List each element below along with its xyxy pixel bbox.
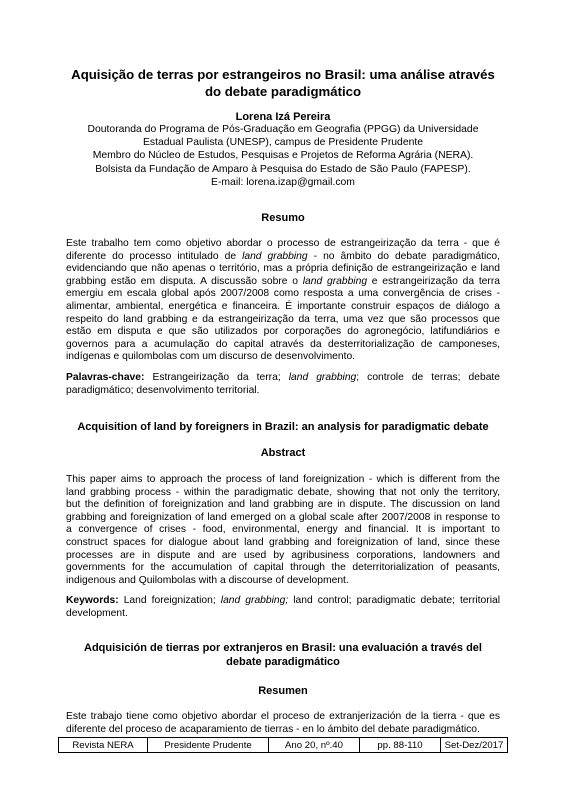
spanish-title-line: debate paradigmático [226,656,340,668]
affiliation-line: E-mail: lorena.izap@gmail.com [211,176,355,188]
keywords-line [66,372,500,385]
resumo-line: grabbing estão em disputa. A discussão sobre o land grabbing e estrangeirização da terra [66,275,500,287]
abstract-line: land grabbing process - within the paradigmatic debate, showing that not only the territory, [66,486,500,498]
resumo-keywords [66,372,500,397]
keywords-text: Land foreignization; land grabbing; land control; paradigmatic debate; territorial [118,595,500,606]
italic-term: land grabbing; [220,595,289,606]
footer-pages: pp. 88-110 [360,738,441,752]
keywords-line [66,595,500,608]
resumo-heading: Resumo [261,212,305,224]
affiliation-line: Doutoranda do Programa de Pós-Graduação em Geografia (PPGG) da Universidade [87,124,479,135]
italic-term: land grabbing [288,372,357,383]
resumen-line: diferente del proceso de acaparamiento de tierras - en lo ámbito del debate paradigmático. [66,723,480,735]
footer-volume: Ano 20, nº.40 [269,738,360,752]
abstract-line: This paper aims to approach the process of land foreignization - which is different from the [66,474,500,485]
footer-city: Presidente Prudente [148,738,269,752]
resumo-line: respeito do land grabbing e da estrangeirização da terra, uma vez que são processos que [66,313,500,325]
abstract-line: processes are in dispute and are used by agribusiness corporations, landowners and [66,549,500,561]
resumo-line: diferente do processo intitulado de land grabbing - no âmbito do debate paradigmático, [66,250,500,262]
abstract-line: grabbing and foreignization of land emerged on a global scale after 2007/2008 in response to [66,511,500,523]
abstract-heading: Abstract [260,447,306,459]
italic-term: land grabbing [302,275,368,287]
keywords-text: Estrangeirização da terra; land grabbing; controle de terras; debate [144,372,501,383]
resumo-line: Este trabalho tem como objetivo abordar o processo de estrangeirização da terra - que é [66,238,500,249]
italic-term: land grabbing [242,250,308,262]
keywords-label: Palavras-chave: [66,372,145,383]
resumo-line: alimentar, ambiental, energética e financeira. É importante construir espaços de diálogo a [66,300,500,312]
affiliation-line: Membro do Núcleo de Estudos, Pesquisas e Projetos de Reforma Agrária (NERA). [92,150,474,162]
footer-period: Set-Dez/2017 [444,740,504,751]
author-name: Lorena Izá Pereira [235,111,331,123]
resumo-line: evidenciando que não apenas o território, mas a própria definição de estrangeirização e land [66,263,500,275]
english-title: Acquisition of land by foreigners in Brazil: an analysis for paradigmatic debate [77,421,489,433]
abstract-keywords [66,595,500,620]
spanish-title-line: Adquisición de tierras por extranjeros en Brasil: una evaluación a través del [84,642,482,654]
author-affiliation [60,123,506,189]
abstract-line: construct spaces for dialogue about land grabbing and foreignization of land, since these [66,536,500,548]
keywords-line: development. [66,607,128,619]
paper-title [60,66,506,100]
resumen-heading: Resumen [258,685,308,697]
keywords-line: paradigmático; desenvolvimento territorial. [66,384,260,396]
footer-journal: Revista NERA [59,738,148,752]
spanish-title [60,641,506,669]
keywords-label: Keywords: [66,595,119,606]
journal-footer [58,737,508,753]
resumo-line: emergiu em escala global após 2007/2008 como resposta a uma convergência de crises - [66,288,500,300]
abstract-line: governments for the accumulation of capital through the deterritorialization of peasants, [66,562,500,574]
resumen-line: Este trabajo tiene como objetivo abordar el proceso de extranjerización de la tierra - que es [66,711,500,722]
title-line: Aquisição de terras por estrangeiros no Brasil: uma análise através [71,67,495,82]
resumen-body [66,711,500,736]
resumo-line: governos para a acumulação do capital através da desterritorialização de camponeses, [66,338,500,350]
title-line: do debate paradigmático [204,84,362,99]
resumo-line: indígenas e quilombolas com um discurso de desenvolvimento. [66,351,356,363]
affiliation-line: Estadual Paulista (UNESP), campus de Presidente Prudente [142,137,424,149]
abstract-line: indigenous and Quilombolas with a discourse of development. [66,574,349,586]
resumo-line: estão em disputa e que são utilizados por corporações do agronegócio, latifundiários e [66,326,500,338]
affiliation-line: Bolsista da Fundação de Amparo à Pesquisa do Estado de São Paulo (FAPESP). [95,163,471,175]
abstract-body [66,474,500,587]
abstract-line: a convergence of crises - food, environmental, energy and financial. It is important to [66,524,500,536]
abstract-line: but the definition of foreignization and land grabbing are in dispute. The discussion on land [66,499,500,511]
resumo-body [66,238,500,364]
